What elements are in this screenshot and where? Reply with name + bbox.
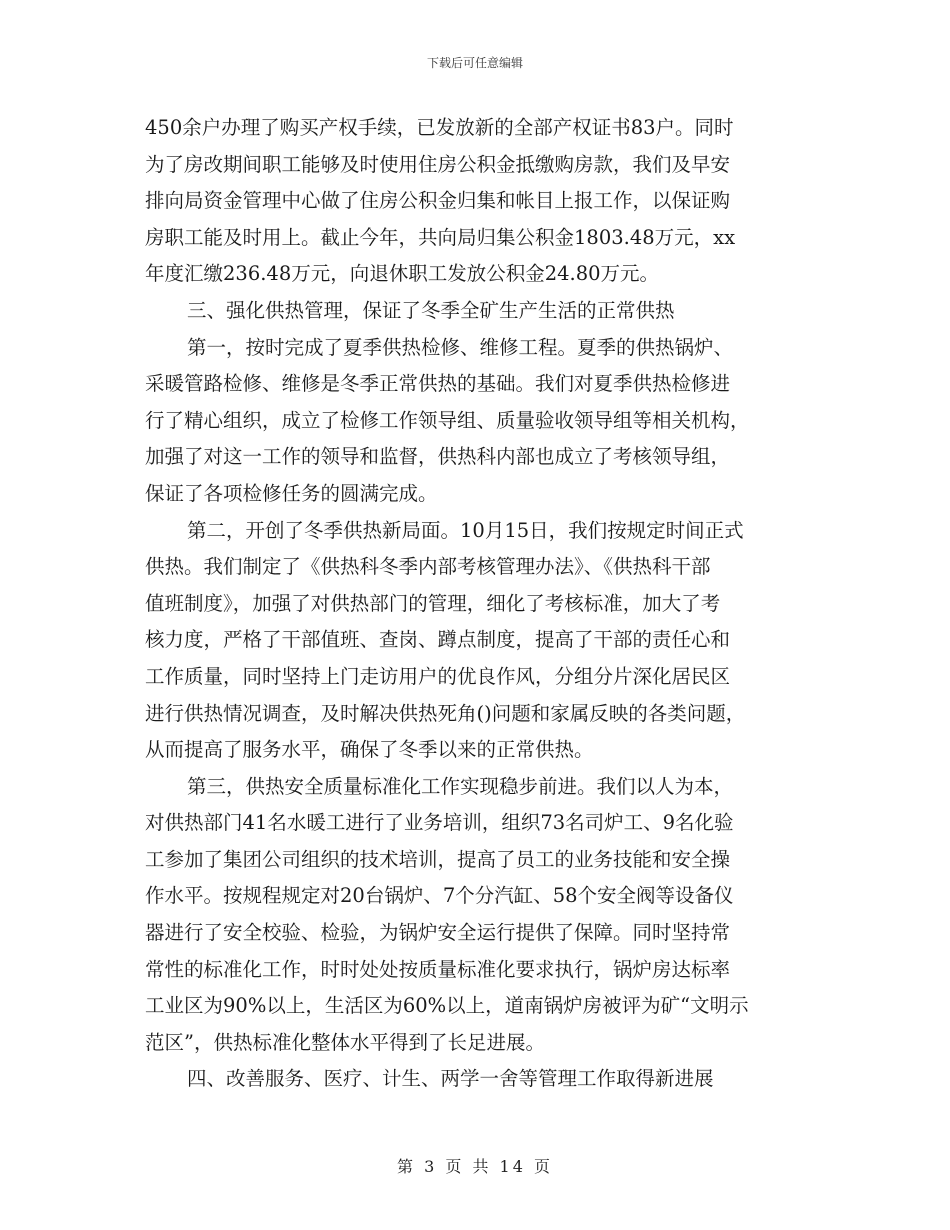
body-line: 供热。我们制定了《供热科冬季内部考核管理办法》、《供热科干部 — [145, 555, 711, 579]
body-line: 加强了对这一工作的领导和监督，供热科内部也成立了考核领导组， — [145, 445, 731, 469]
body-line: 常性的标准化工作，时时处处按质量标准化要求执行，锅炉房达标率 — [145, 957, 731, 981]
body-line: 器进行了安全校验、检验，为锅炉安全运行提供了保障。同时坚持常 — [145, 921, 731, 945]
body-line: 工业区为90%以上，生活区为60%以上，道南锅炉房被评为矿“文明示 — [145, 994, 749, 1018]
document-body — [145, 110, 815, 1098]
page-header-note: 下载后可任意编辑 — [426, 56, 523, 70]
page-number-footer: 第 3 页 共 14 页 — [397, 1157, 553, 1176]
body-line: 工作质量，同时坚持上门走访用户的优良作风，分组分片深化居民区 — [145, 664, 731, 688]
body-line: 保证了各项检修任务的圆满完成。 — [145, 481, 438, 505]
section-heading: 三、强化供热管理，保证了冬季全矿生产生活的正常供热 — [187, 298, 675, 322]
paragraph-start: 第三，供热安全质量标准化工作实现稳步前进。我们以人为本， — [187, 774, 734, 798]
body-line: 作水平。按规程规定对20台锅炉、7个分汽缸、58个安全阀等设备仪 — [145, 884, 734, 908]
body-line: 范区”，供热标准化整体水平得到了长足进展。 — [145, 1030, 545, 1054]
section-heading: 四、改善服务、医疗、计生、两学一舍等管理工作取得新进展 — [187, 1067, 714, 1091]
body-line: 行了精心组织，成立了检修工作领导组、质量验收领导组等相关机构， — [145, 408, 750, 432]
body-line: 核力度，严格了干部值班、查岗、蹲点制度，提高了干部的责任心和 — [145, 628, 731, 652]
body-line: 工参加了集团公司组织的技术培训，提高了员工的业务技能和安全操 — [145, 847, 731, 871]
body-line: 450余户办理了购买产权手续，已发放新的全部产权证书83户。同时 — [145, 116, 734, 139]
paragraph-start: 第一，按时完成了夏季供热检修、维修工程。夏季的供热锅炉、 — [187, 335, 734, 359]
body-line: 年度汇缴236.48万元，向退休职工发放公积金24.80万元。 — [145, 262, 660, 286]
body-line: 从而提高了服务水平，确保了冬季以来的正常供热。 — [145, 738, 594, 762]
paragraph-start: 第二，开创了冬季供热新局面。10月15日，我们按规定时间正式 — [187, 518, 744, 542]
body-line: 值班制度》，加强了对供热部门的管理，细化了考核标准，加大了考 — [145, 591, 721, 615]
body-line: 采暖管路检修、维修是冬季正常供热的基础。我们对夏季供热检修进 — [145, 372, 731, 396]
body-line: 房职工能及时用上。截止今年，共向局归集公积金1803.48万元，xx — [145, 225, 736, 249]
body-line: 对供热部门41名水暖工进行了业务培训，组织73名司炉工、9名化验 — [145, 811, 734, 835]
body-line: 为了房改期间职工能够及时使用住房公积金抵缴购房款，我们及早安 — [145, 152, 731, 176]
body-line: 排向局资金管理中心做了住房公积金归集和帐目上报工作，以保证购 — [145, 189, 731, 213]
body-line: 进行供热情况调查，及时解决供热死角()问题和家属反映的各类问题， — [145, 701, 746, 725]
